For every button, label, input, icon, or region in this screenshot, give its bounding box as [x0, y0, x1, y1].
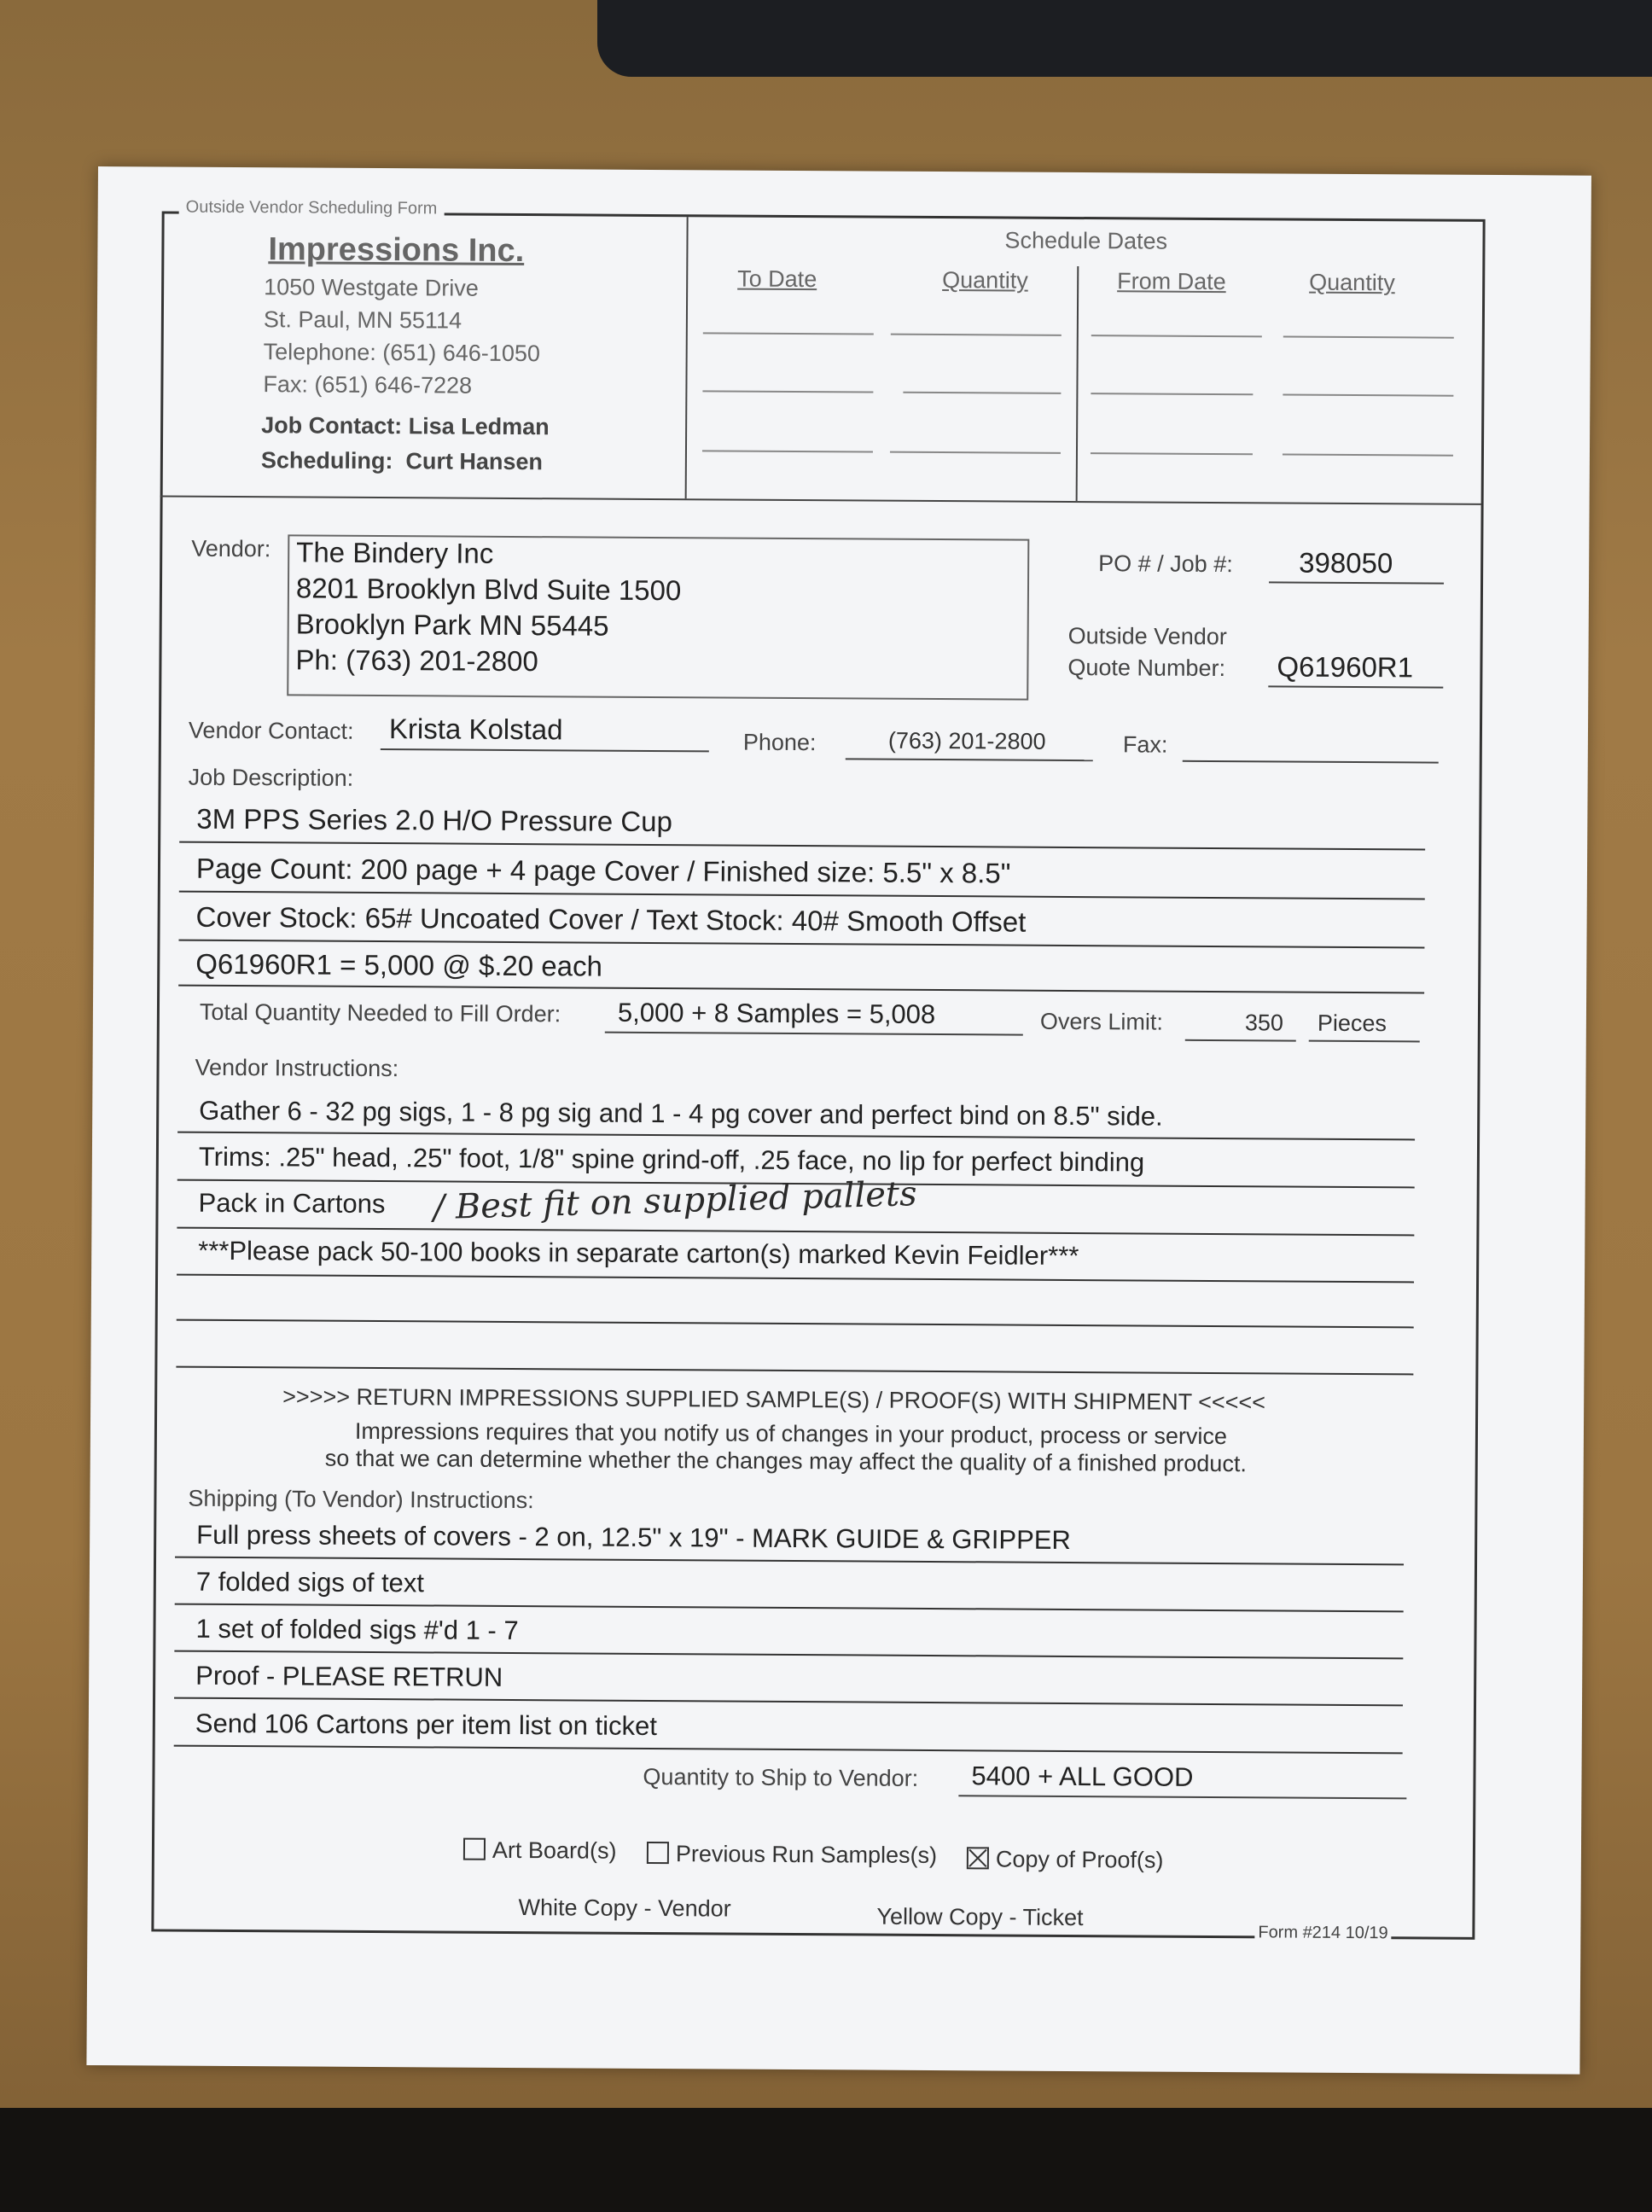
previous-run-checkbox[interactable]: [647, 1842, 669, 1864]
form-paper: [86, 166, 1591, 2075]
vendor-address-1: 8201 Brooklyn Blvd Suite 1500: [295, 572, 682, 607]
company-address-2: St. Paul, MN 55114: [263, 306, 462, 334]
po-value: 398050: [1299, 546, 1393, 579]
handwritten-note: / Best fit on supplied pallets: [433, 1173, 918, 1228]
schedule-dates-title: Schedule Dates: [1004, 227, 1168, 254]
vendor-contact-label: Vendor Contact:: [188, 717, 354, 744]
company-fax: Fax: (651) 646-7228: [263, 371, 473, 399]
job-contact-value: Lisa Ledman: [408, 413, 550, 440]
shipping-line-5: Send 106 Cartons per item list on ticket: [195, 1708, 658, 1742]
job-line-2: Page Count: 200 page + 4 page Cover / Finished size: 5.5" x 8.5": [195, 852, 1011, 889]
from-date-header: From Date: [1117, 268, 1226, 295]
shipping-line-2: 7 folded sigs of text: [195, 1566, 425, 1598]
job-contact-label: Job Contact:: [261, 412, 403, 439]
instruction-line-4: ***Please pack 50-100 books in separate carton(s) marked Kevin Feidler***: [198, 1235, 1079, 1272]
art-board-label: Art Board(s): [492, 1837, 617, 1864]
company-name: Impressions Inc.: [268, 231, 525, 270]
job-line-4: Q61960R1 = 5,000 @ $.20 each: [195, 947, 603, 982]
art-board-checkbox[interactable]: [463, 1838, 486, 1860]
job-line-3: Cover Stock: 65# Uncoated Cover / Text Stock: 40# Smooth Offset: [195, 900, 1027, 938]
quantity-header-1: Quantity: [942, 267, 1028, 294]
vendor-contact-value: Krista Kolstad: [388, 713, 563, 746]
notice-line-1: Impressions requires that you notify us of changes in your product, process or service: [354, 1417, 1228, 1450]
return-samples-notice: >>>>> RETURN IMPRESSIONS SUPPLIED SAMPLE(S) / PROOF(S) WITH SHIPMENT <<<<<: [282, 1383, 1266, 1416]
vendor-label: Vendor:: [191, 535, 271, 562]
shipping-line-1: Full press sheets of covers - 2 on, 12.5" x 19" - MARK GUIDE & GRIPPER: [196, 1519, 1071, 1555]
overs-label: Overs Limit:: [1039, 1008, 1164, 1035]
ship-qty-label: Quantity to Ship to Vendor:: [643, 1763, 919, 1791]
scheduling-label: Scheduling:: [260, 447, 393, 474]
quote-label-1: Outside Vendor: [1067, 622, 1227, 650]
previous-run-label: Previous Run Samples(s): [675, 1841, 938, 1869]
shipping-line-3: 1 set of folded sigs #'d 1 - 7: [195, 1613, 519, 1646]
overs-unit: Pieces: [1317, 1010, 1387, 1037]
scheduling-value: Curt Hansen: [405, 448, 544, 475]
vendor-phone: Ph: (763) 201-2800: [295, 643, 538, 678]
ship-qty-value: 5400 + ALL GOOD: [971, 1761, 1194, 1792]
notice-line-2: so that we can determine whether the changes may affect the quality of a finished product.: [324, 1445, 1247, 1477]
total-qty-value: 5,000 + 8 Samples = 5,008: [617, 997, 936, 1030]
shipping-label: Shipping (To Vendor) Instructions:: [188, 1485, 534, 1514]
po-label: PO # / Job #:: [1098, 550, 1233, 578]
instruction-line-1: Gather 6 - 32 pg sigs, 1 - 8 pg sig and 1 - 4 pg cover and perfect bind on 8.5" side.: [199, 1095, 1163, 1132]
copy-proof-label: Copy of Proof(s): [995, 1846, 1164, 1873]
vendor-fax-label: Fax:: [1122, 731, 1168, 758]
vendor-name: The Bindery Inc: [296, 536, 494, 569]
overs-value: 350: [1244, 1010, 1284, 1036]
job-line-1: 3M PPS Series 2.0 H/O Pressure Cup: [196, 802, 672, 838]
shipping-line-4: Proof - PLEASE RETRUN: [195, 1660, 503, 1692]
instruction-line-2: Trims: .25" head, .25" foot, 1/8" spine grind-off, .25 face, no lip for perfect binding: [198, 1141, 1145, 1178]
vendor-instructions-label: Vendor Instructions:: [195, 1054, 399, 1082]
white-copy-note: White Copy - Vendor: [518, 1895, 731, 1922]
art-board-option[interactable]: [463, 1837, 617, 1865]
vendor-phone-value: (763) 201-2800: [887, 727, 1046, 754]
form-number: Form #214 10/19: [1254, 1923, 1391, 1943]
copy-proof-checkbox[interactable]: [967, 1847, 989, 1869]
form-title: Outside Vendor Scheduling Form: [179, 198, 445, 219]
to-date-header: To Date: [737, 265, 817, 293]
quote-value: Q61960R1: [1277, 650, 1414, 684]
company-telephone: Telephone: (651) 646-1050: [263, 339, 541, 367]
vendor-address-2: Brooklyn Park MN 55445: [295, 608, 609, 642]
previous-run-option[interactable]: [647, 1841, 937, 1869]
quantity-header-2: Quantity: [1309, 269, 1395, 296]
quote-label-2: Quote Number:: [1067, 654, 1226, 682]
total-qty-label: Total Quantity Needed to Fill Order:: [199, 998, 561, 1027]
desk-edge-bottom: [0, 2108, 1652, 2212]
company-address-1: 1050 Westgate Drive: [264, 274, 479, 301]
vendor-phone-label: Phone:: [742, 729, 817, 756]
yellow-copy-note: Yellow Copy - Ticket: [876, 1903, 1084, 1931]
desk-object-top: [597, 0, 1652, 77]
copy-proof-option[interactable]: [967, 1846, 1164, 1873]
job-description-label: Job Description:: [188, 764, 354, 791]
instruction-line-3: Pack in Cartons: [198, 1187, 386, 1220]
